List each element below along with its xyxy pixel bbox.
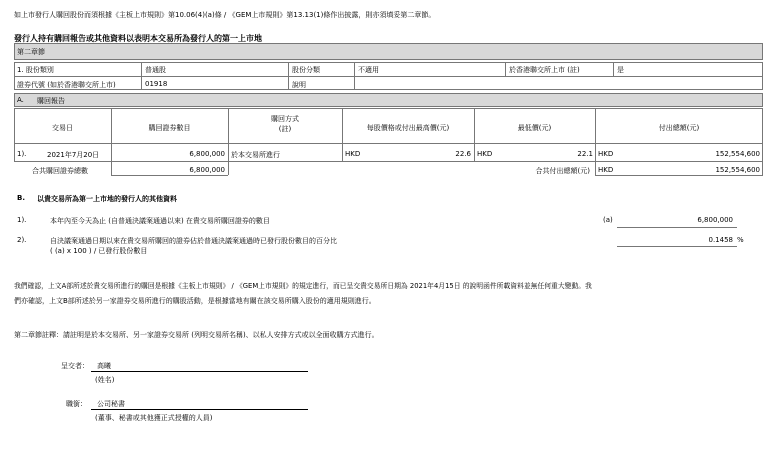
row-index: 1). [17,150,27,158]
chapter2-label: 第二章節 [17,48,45,56]
b-item-2-value: 0.1458 [708,236,733,244]
row-method: 於本交易所進行 [231,151,280,159]
hkex-listed-value: 是 [617,66,624,74]
row-high-currency: HKD [345,150,361,158]
submitter-name: 高曦 [97,362,111,370]
b-item-1-tag: (a) [603,216,613,224]
section-a-letter: A. [17,96,24,104]
b-item-2-unit: % [737,236,744,244]
b-item-1-value: 6,800,000 [697,216,733,224]
b-item-1-text: 本年內至今天為止 (自普通決議案通過以來) 在貴交易所購回證券的數目 [50,217,270,225]
section-title: 發行人持有購回報告或其他資料以表明本交易所為發行人的第一上市地 [14,34,262,43]
total-paid-value: 152,554,600 [715,166,760,174]
section-b-title: 以貴交易所為第一上市地的發行人的其他資料 [37,195,177,203]
section-b-letter: B. [17,194,25,202]
chapter2-note: 第二章節註釋：請註明是於本交易所、另一家證券交易所 (列明交易所名稱)、以私人安排方式或以全面收購方式進行。 [14,331,379,339]
row-date: 2021年7月20日 [47,151,100,159]
share-category-label: 股份分類 [292,66,320,74]
submitter-name-caption: (姓名) [95,376,115,384]
submitter-label: 呈交者： [61,362,89,370]
share-category-value: 不適用 [358,66,379,74]
total-shares-label: 合共購回證券總數 [32,167,88,175]
total-paid-currency: HKD [598,166,614,174]
title-value: 公司秘書 [97,400,125,408]
row-total-paid: 152,554,600 [715,150,760,158]
col-header-shares: 購回證券數目 [148,124,191,132]
share-class-label: 1. 股份類別 [17,66,54,74]
total-paid-label: 合共付出總額(元) [535,167,590,175]
confirmation-line-2: 們亦確認，上文B部所述於另一家證券交易所進行的購股活動，是根據當地有關在該交易所購入股份的適用規則進行。 [14,297,376,305]
confirmation-line-1: 我們確認，上文A部所述於貴交易所進行的購回是根據《主板上市規則》 / 《GEM上市規則》的規定進行，而已呈交貴交易所日期為 2021年4月15日 的說明函件所載資料並無任何重大變動。我 [14,282,592,290]
b-item-1-index: 1). [17,216,27,224]
col-header-total-paid: 付出總額(元) [658,124,700,132]
total-shares-value: 6,800,000 [189,166,225,174]
row-total-currency: HKD [598,150,614,158]
row-high-price: 22.6 [455,150,471,158]
description-label: 說明 [292,81,306,89]
hkex-listed-label: 於香港聯交所上市 (註) [509,66,580,74]
b-item-2-index: 2). [17,236,27,244]
share-class-value: 普通股 [145,66,166,74]
col-header-lowest-price: 最低價(元) [517,124,552,132]
section-a-title: 購回報告 [37,97,65,105]
b-item-2-text: 自決議案通過日期以來在貴交易所購回的證券佔於普通決議案通過時已發行股份數目的百分比 [50,237,337,245]
row-low-currency: HKD [477,150,493,158]
stock-code-label: 證券代號 (如於香港聯交所上市) [17,81,116,89]
row-low-price: 22.1 [577,150,593,158]
submitter-name-line [91,371,308,372]
row-shares: 6,800,000 [189,150,225,158]
intro-text: 如上市發行人購回股份而須根據《主板上市規則》第10.06(4)(a)條 / 《GEM上市規則》第13.13(1)條作出披露，則亦須填妥第二章節。 [14,11,436,19]
title-line [91,409,308,410]
b-item-2-formula: ( (a) x 100 ) / 已發行股份數目 [50,247,148,255]
title-caption: (董事、秘書或其他獲正式授權的人員) [95,414,213,422]
stock-code-value: 01918 [145,80,168,88]
col-header-highest-price: 每股價格或付出最高價(元) [366,124,450,132]
col-header-date: 交易日 [52,124,73,132]
title-label: 職銜： [66,400,87,408]
col-header-method: 購回方式 (註) [271,115,299,133]
